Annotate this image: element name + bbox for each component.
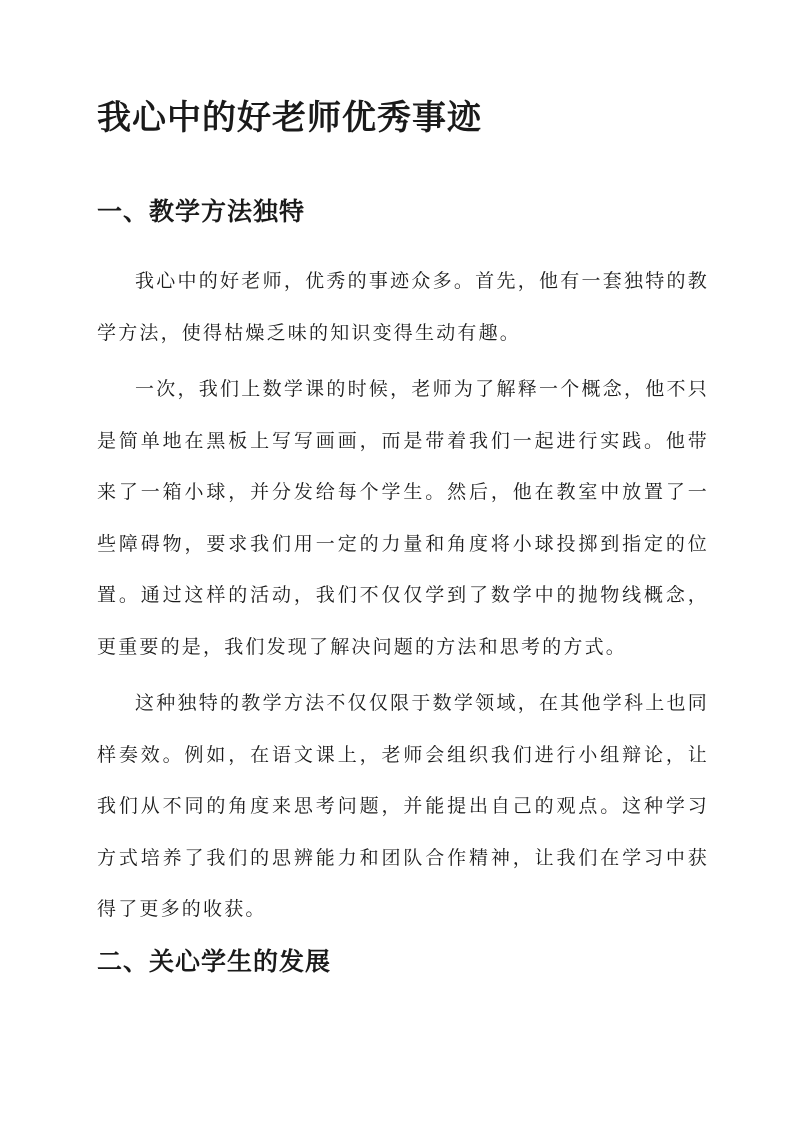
document-title: 我心中的好老师优秀事迹 [97, 98, 482, 138]
section-heading-1: 一、教学方法独特 [97, 197, 306, 226]
paragraph-2: 一次，我们上数学课的时候，老师为了解释一个概念，他不只是简单地在黑板上写写画画，而是带着我们一起进行实践。他带来了一箱小球，并分发给每个学生。然后，他在教室中放置了一些障碍物，要求我们用一定的力量和角度将小球投掷到指定的位置。通过这样的活动，我们不仅仅学到了数学中的抛物线概念，更重要的是，我们发现了解决问题的方法和思考的方式。 [97, 378, 709, 658]
section-heading-2: 二、关心学生的发展 [97, 947, 332, 976]
paragraph-1: 我心中的好老师，优秀的事迹众多。首先，他有一套独特的教学方法，使得枯燥乏味的知识变得生动有趣。 [97, 270, 709, 344]
paragraph-3: 这种独特的教学方法不仅仅限于数学领域，在其他学科上也同样奏效。例如，在语文课上，老师会组织我们进行小组辩论，让我们从不同的角度来思考问题，并能提出自己的观点。这种学习方式培养了我们的思辨能力和团队合作精神，让我们在学习中获得了更多的收获。 [97, 692, 709, 920]
